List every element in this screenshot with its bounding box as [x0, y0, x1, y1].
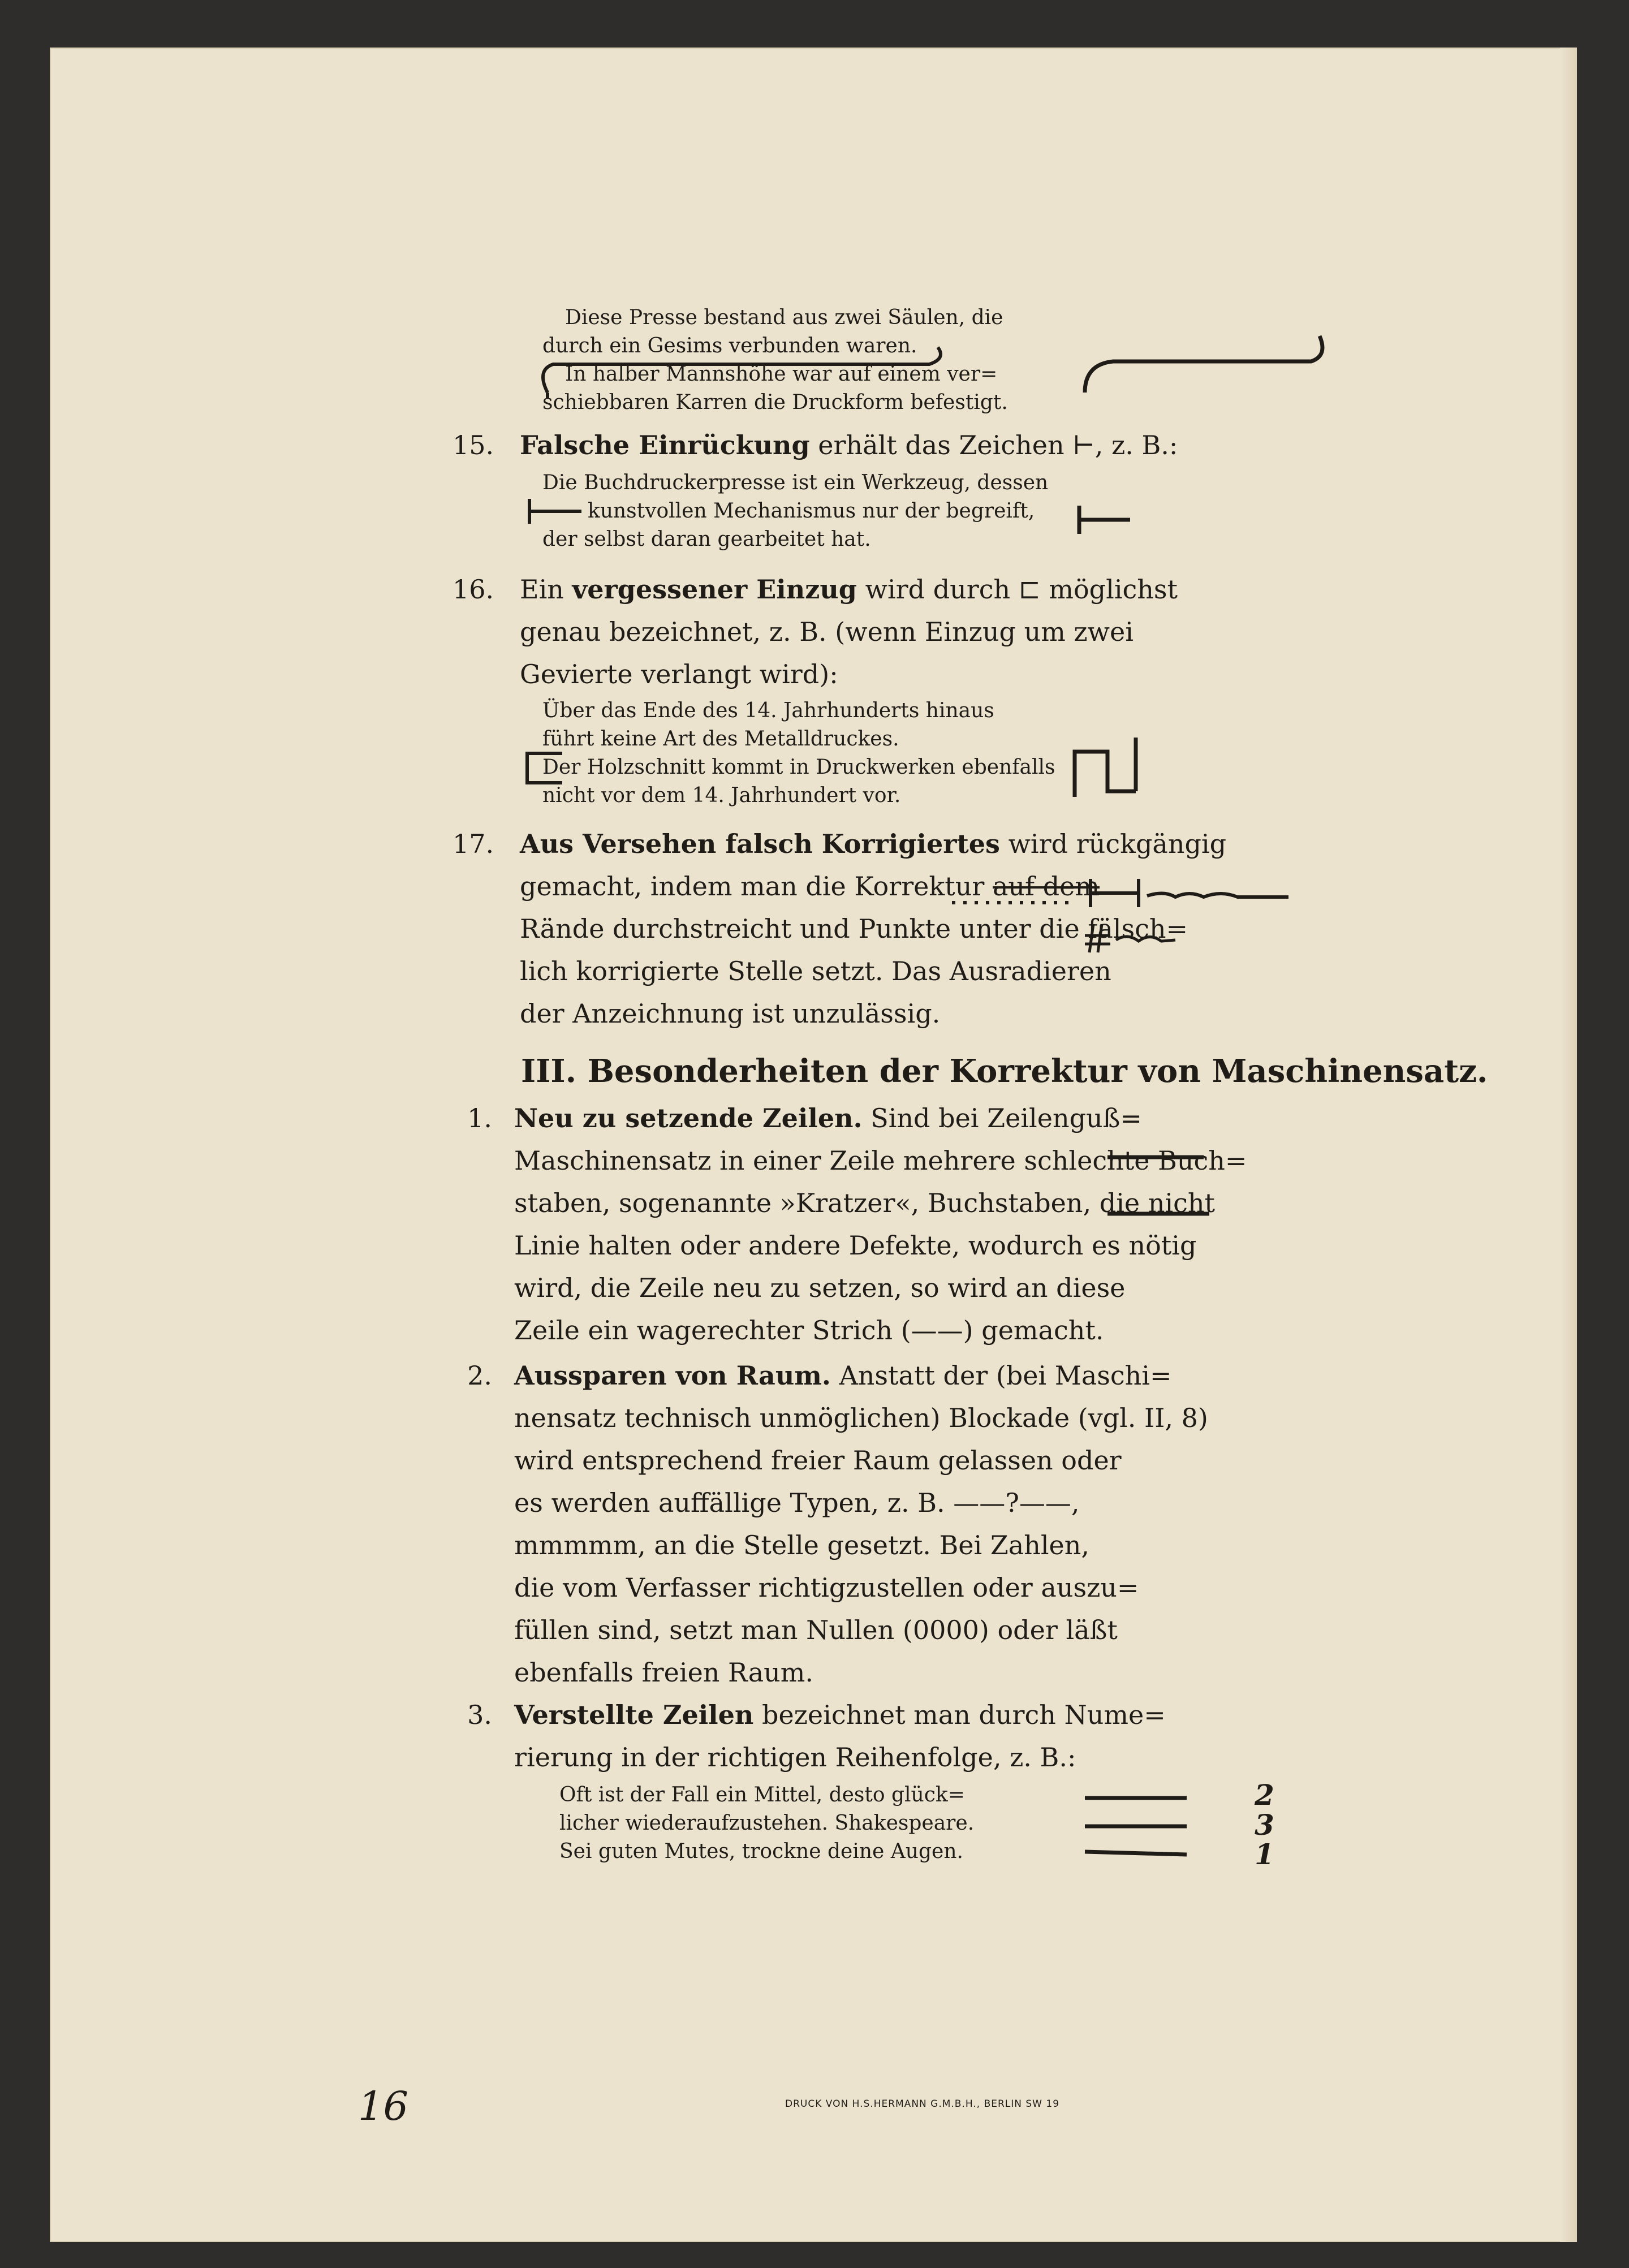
example-line: Die Buchdruckerpresse ist ein Werkzeug, dessen	[542, 471, 1049, 494]
iii-1-line: wird, die Zeile neu zu setzen, so wird an diese	[514, 1273, 1126, 1303]
run-in-margin-mark	[1079, 330, 1334, 398]
example-line: Diese Presse bestand aus zwei Säulen, die	[565, 306, 1003, 329]
item-15-bold: Falsche Einrückung	[520, 430, 810, 460]
item-16-line2: genau bezeichnet, z. B. (wenn Einzug um zwei	[520, 616, 1134, 647]
run-in-mark	[531, 342, 1040, 404]
iii-1-line: Zeile ein wagerechter Strich (——) gemacht.	[514, 1315, 1104, 1346]
iii-1-line1	[514, 1105, 1142, 1131]
iii-2-line: füllen sind, setzt man Nullen (0000) oder läßt	[514, 1615, 1118, 1645]
iii-2-bold: Aussparen von Raum.	[514, 1360, 831, 1391]
item-16-pre: Ein	[520, 574, 564, 605]
margin-number: 1	[1255, 1838, 1274, 1871]
page	[50, 48, 1577, 2242]
item-16-line1	[520, 574, 1178, 605]
item-number: 1.	[467, 1103, 492, 1133]
reset-line-marks	[1102, 1150, 1215, 1224]
example-line: Der Holzschnitt kommt in Druckwerken ebenfalls	[542, 756, 1055, 779]
example-line: In halber Mannshöhe war auf einem ver=	[565, 363, 998, 386]
margin-number: 2	[1255, 1778, 1274, 1812]
item-17-line1	[520, 831, 1226, 857]
reorder-line-marks	[1079, 1792, 1192, 1860]
item-number: 15.	[453, 430, 494, 460]
iii-1-line: Maschinensatz in einer Zeile mehrere schlechte Buch=	[514, 1145, 1247, 1176]
page-number: 16	[358, 2083, 409, 2129]
section-heading: III. Besonderheiten der Korrektur von Maschinensatz.	[521, 1053, 1488, 1090]
item-17-bold: Aus Versehen falsch Korrigiertes	[520, 829, 1000, 859]
example-line: der selbst daran gearbeitet hat.	[542, 528, 871, 551]
missing-indent-mark	[523, 749, 568, 788]
missing-indent-margin-mark	[1068, 735, 1147, 803]
iii-3-bold: Verstellte Zeilen	[514, 1700, 754, 1730]
item-16-bold: vergessener Einzug	[572, 574, 857, 605]
iii-1-line: Linie halten oder andere Defekte, wodurch es nötig	[514, 1230, 1197, 1261]
item-17-line3-post: die fälsch=	[1039, 913, 1188, 944]
iii-2-line: es werden auffällige Typen, z. B. ——?——,	[514, 1487, 1080, 1518]
iii-2-line: nensatz technisch unmöglichen) Blockade (vgl. II, 8)	[514, 1403, 1208, 1433]
example-line: Sei guten Mutes, trockne deine Augen.	[559, 1840, 963, 1863]
example-line: schiebbaren Karren die Druckform befestigt.	[542, 391, 1008, 414]
iii-3-line2: rierung in der richtigen Reihenfolge, z. B.:	[514, 1742, 1076, 1773]
example-line: Oft ist der Fall ein Mittel, desto glück=	[559, 1783, 965, 1806]
stet-margin-mark	[1085, 873, 1300, 958]
item-number: 3.	[467, 1700, 492, 1730]
iii-2-line: die vom Verfasser richtigzustellen oder auszu=	[514, 1572, 1139, 1603]
page-edge	[1560, 48, 1577, 2242]
iii-2-line1-rest: Anstatt der (bei Maschi=	[839, 1360, 1172, 1391]
iii-2-line1	[514, 1362, 1172, 1389]
item-number: 2.	[467, 1360, 492, 1391]
iii-2-line: ebenfalls freien Raum.	[514, 1657, 814, 1688]
iii-1-line: staben, sogenannte »Kratzer«, Buchstaben, die nicht	[514, 1188, 1215, 1218]
struck-text: auf dem	[993, 871, 1100, 902]
example-line: kunstvollen Mechanismus nur der begreift,	[588, 499, 1035, 523]
iii-1-line1-rest: Sind bei Zeilenguß=	[870, 1103, 1142, 1133]
item-15-rest: erhält das Zeichen ⊢, z. B.:	[818, 430, 1178, 460]
example-line: durch ein Gesims verbunden waren.	[542, 334, 917, 357]
item-16-line3: Gevierte verlangt wird):	[520, 659, 838, 689]
item-17-rest: wird rückgängig	[1008, 829, 1227, 859]
item-17-line5: der Anzeichnung ist unzulässig.	[520, 998, 941, 1029]
example-line: führt keine Art des Metalldruckes.	[542, 727, 899, 751]
item-number: 16.	[453, 574, 494, 605]
item-15-text	[520, 432, 1178, 458]
item-number: 17.	[453, 829, 494, 859]
iii-3-line1-rest: bezeichnet man durch Nume=	[762, 1700, 1166, 1730]
iii-3-line1	[514, 1702, 1166, 1728]
example-line: nicht vor dem 14. Jahrhundert vor.	[542, 784, 901, 807]
item-17-line4: lich korrigierte Stelle setzt. Das Ausradieren	[520, 956, 1111, 986]
indent-margin-mark	[1074, 500, 1136, 540]
item-16-post: wird durch ⊏ möglichst	[865, 574, 1178, 605]
printer-imprint: DRUCK VON H.S.HERMANN G.M.B.H., BERLIN SW 19	[785, 2098, 1060, 2110]
item-17-line3-text: Rände durchstreicht und Punkte unter	[520, 913, 1031, 944]
item-17-line2-text: gemacht, indem man die Korrektur	[520, 871, 985, 902]
example-line: licher wiederaufzustehen. Shakespeare.	[559, 1812, 975, 1835]
iii-2-line: mmmmm, an die Stelle gesetzt. Bei Zahlen,	[514, 1530, 1090, 1560]
iii-1-bold: Neu zu setzende Zeilen.	[514, 1103, 863, 1133]
indent-mark	[525, 494, 587, 528]
example-line: Über das Ende des 14. Jahrhunderts hinaus	[542, 699, 994, 722]
margin-number: 3	[1255, 1808, 1274, 1842]
stet-dots	[946, 896, 1076, 909]
iii-2-line: wird entsprechend freier Raum gelassen oder	[514, 1445, 1122, 1476]
